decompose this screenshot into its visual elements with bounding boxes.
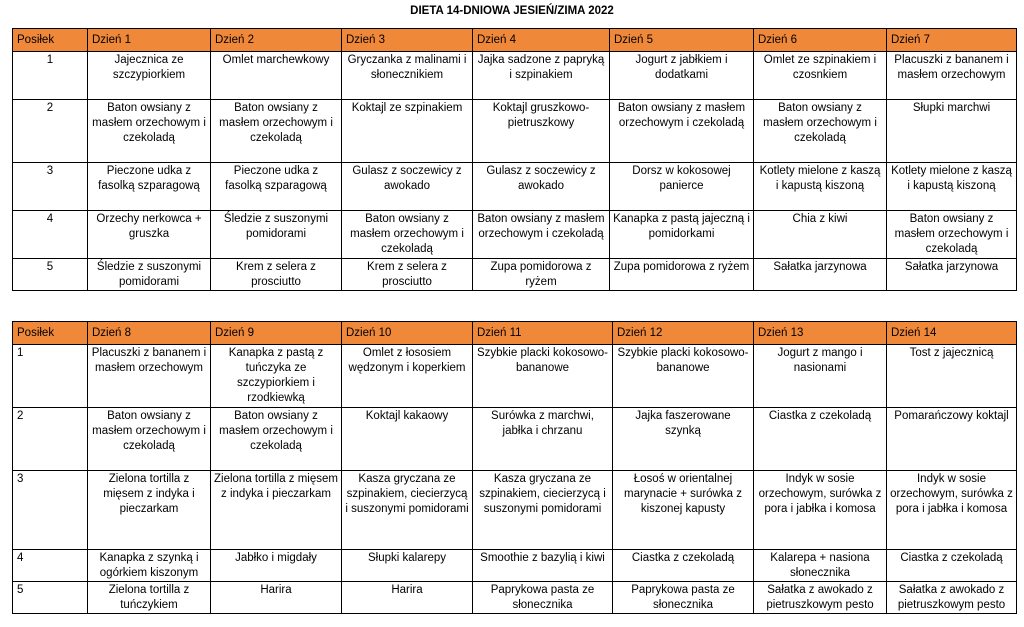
meal-cell: Orzechy nerkowca + gruszka	[88, 211, 211, 259]
meal-cell: Gryczanka z malinami i słonecznikiem	[342, 52, 473, 100]
meal-cell: Baton owsiany z masłem orzechowym i czekoladą	[211, 408, 342, 471]
table-header-row	[13, 29, 1017, 52]
meal-cell: Łosoś w orientalnej marynacie + surówka z kiszonej kapusty	[613, 471, 754, 550]
meal-cell: Szybkie placki kokosowo-bananowe	[613, 345, 754, 408]
meal-number: 2	[13, 408, 88, 471]
header-day: Dzień 4	[473, 29, 610, 52]
meal-cell: Sałatka z awokado z pietruszkowym pesto	[887, 582, 1017, 614]
table-row	[13, 471, 1017, 550]
meal-cell: Kalarepa + nasiona słonecznika	[754, 550, 887, 582]
meal-cell: Jogurt z mango i nasionami	[754, 345, 887, 408]
meal-cell: Harira	[342, 582, 473, 614]
meal-cell: Omlet z łososiem wędzonym i koperkiem	[342, 345, 473, 408]
header-day: Dzień 5	[610, 29, 754, 52]
header-day: Dzień 7	[887, 29, 1017, 52]
meal-cell: Baton owsiany z masłem orzechowym i czekoladą	[88, 100, 211, 163]
meal-number: 5	[13, 259, 88, 291]
meal-cell: Jabłko i migdały	[211, 550, 342, 582]
meal-cell: Dorsz w kokosowej panierce	[610, 163, 754, 211]
meal-cell: Harira	[211, 582, 342, 614]
header-day: Dzień 13	[754, 322, 887, 345]
header-day: Dzień 12	[613, 322, 754, 345]
meal-cell: Sałatka jarzynowa	[887, 259, 1017, 291]
meal-cell: Koktajl kakaowy	[342, 408, 473, 471]
meal-cell: Kanapka z szynką i ogórkiem kiszonym	[88, 550, 211, 582]
meal-cell: Baton owsiany z masłem orzechowym i czekoladą	[754, 100, 887, 163]
meal-cell: Sałatka z awokado z pietruszkowym pesto	[754, 582, 887, 614]
meal-cell: Baton owsiany z masłem orzechowym i czekoladą	[473, 211, 610, 259]
header-day: Dzień 2	[211, 29, 342, 52]
meal-cell: Baton owsiany z masłem orzechowym i czekoladą	[610, 100, 754, 163]
meal-number: 3	[13, 471, 88, 550]
table-row	[13, 582, 1017, 614]
header-day: Dzień 8	[88, 322, 211, 345]
meal-cell: Pieczone udka z fasolką szparagową	[211, 163, 342, 211]
diet-table-week-2	[12, 321, 1017, 614]
meal-number: 3	[13, 163, 88, 211]
meal-cell: Omlet ze szpinakiem i czosnkiem	[754, 52, 887, 100]
meal-cell: Śledzie z suszonymi pomidorami	[88, 259, 211, 291]
meal-cell: Kasza gryczana ze szpinakiem, ciecierzycą i suszonymi pomidorami	[473, 471, 613, 550]
meal-cell: Baton owsiany z masłem orzechowym i czekoladą	[211, 100, 342, 163]
meal-cell: Paprykowa pasta ze słonecznika	[473, 582, 613, 614]
meal-number: 4	[13, 550, 88, 582]
meal-number: 5	[13, 582, 88, 614]
table-row	[13, 52, 1017, 100]
table-row	[13, 211, 1017, 259]
meal-number: 4	[13, 211, 88, 259]
header-day: Dzień 1	[88, 29, 211, 52]
meal-cell: Jajecznica ze szczypiorkiem	[88, 52, 211, 100]
meal-cell: Baton owsiany z masłem orzechowym i czekoladą	[342, 211, 473, 259]
meal-cell: Krem z selera z prosciutto	[211, 259, 342, 291]
meal-cell: Pieczone udka z fasolką szparagową	[88, 163, 211, 211]
meal-cell: Koktajl gruszkowo-pietruszkowy	[473, 100, 610, 163]
meal-cell: Pomarańczowy koktajl	[887, 408, 1017, 471]
meal-cell: Słupki marchwi	[887, 100, 1017, 163]
meal-cell: Kanapka z pastą z tuńczyka ze szczypiorkiem i rzodkiewką	[211, 345, 342, 408]
meal-cell: Smoothie z bazylią i kiwi	[473, 550, 613, 582]
table-row	[13, 345, 1017, 408]
header-day: Dzień 9	[211, 322, 342, 345]
meal-cell: Ciastka z czekoladą	[754, 408, 887, 471]
meal-cell: Placuszki z bananem i masłem orzechowym	[887, 52, 1017, 100]
header-day: Dzień 3	[342, 29, 473, 52]
meal-cell: Jogurt z jabłkiem i dodatkami	[610, 52, 754, 100]
meal-cell: Tost z jajecznicą	[887, 345, 1017, 408]
meal-cell: Zielona tortilla z mięsem z indyka i pieczarkam	[211, 471, 342, 550]
meal-cell: Zielona tortilla z tuńczykiem	[88, 582, 211, 614]
table-header-row	[13, 322, 1017, 345]
header-day: Dzień 11	[473, 322, 613, 345]
document-title: DIETA 14-DNIOWA JESIEŃ/ZIMA 2022	[410, 5, 614, 17]
meal-cell: Ciastka z czekoladą	[887, 550, 1017, 582]
meal-cell: Baton owsiany z masłem orzechowym i czekoladą	[88, 408, 211, 471]
table-row	[13, 100, 1017, 163]
meal-cell: Kasza gryczana ze szpinakiem, ciecierzycą i suszonymi pomidorami	[342, 471, 473, 550]
header-day: Dzień 14	[887, 322, 1017, 345]
meal-cell: Koktajl ze szpinakiem	[342, 100, 473, 163]
meal-cell: Indyk w sosie orzechowym, surówka z pora i jabłka i komosa	[754, 471, 887, 550]
meal-cell: Chia z kiwi	[754, 211, 887, 259]
meal-cell: Zupa pomidorowa z ryżem	[610, 259, 754, 291]
meal-cell: Paprykowa pasta ze słonecznika	[613, 582, 754, 614]
meal-cell: Szybkie placki kokosowo-bananowe	[473, 345, 613, 408]
table-row	[13, 550, 1017, 582]
meal-cell: Kotlety mielone z kaszą i kapustą kiszoną	[754, 163, 887, 211]
table-row	[13, 259, 1017, 291]
meal-cell: Gulasz z soczewicy z awokado	[473, 163, 610, 211]
meal-cell: Surówka z marchwi, jabłka i chrzanu	[473, 408, 613, 471]
meal-number: 1	[13, 52, 88, 100]
meal-cell: Kanapka z pastą jajeczną i pomidorkami	[610, 211, 754, 259]
meal-cell: Sałatka jarzynowa	[754, 259, 887, 291]
meal-cell: Jajka sadzone z papryką i szpinakiem	[473, 52, 610, 100]
header-day: Dzień 6	[754, 29, 887, 52]
diet-table-week-1	[12, 28, 1017, 291]
meal-number: 2	[13, 100, 88, 163]
meal-cell: Jajka faszerowane szynką	[613, 408, 754, 471]
meal-cell: Śledzie z suszonymi pomidorami	[211, 211, 342, 259]
meal-cell: Gulasz z soczewicy z awokado	[342, 163, 473, 211]
meal-cell: Kotlety mielone z kaszą i kapustą kiszoną	[887, 163, 1017, 211]
meal-cell: Omlet marchewkowy	[211, 52, 342, 100]
table-row	[13, 408, 1017, 471]
meal-cell: Placuszki z bananem i masłem orzechowym	[88, 345, 211, 408]
meal-cell: Baton owsiany z masłem orzechowym i czekoladą	[887, 211, 1017, 259]
header-day: Dzień 10	[342, 322, 473, 345]
header-meal: Posiłek	[13, 29, 88, 52]
meal-cell: Zupa pomidorowa z ryżem	[473, 259, 610, 291]
header-meal: Posiłek	[13, 322, 88, 345]
meal-cell: Indyk w sosie orzechowym, surówka z pora i jabłka i komosa	[887, 471, 1017, 550]
meal-cell: Słupki kalarepy	[342, 550, 473, 582]
meal-cell: Zielona tortilla z mięsem z indyka i pieczarkam	[88, 471, 211, 550]
table-row	[13, 163, 1017, 211]
meal-cell: Krem z selera z prosciutto	[342, 259, 473, 291]
meal-cell: Ciastka z czekoladą	[613, 550, 754, 582]
meal-number: 1	[13, 345, 88, 408]
